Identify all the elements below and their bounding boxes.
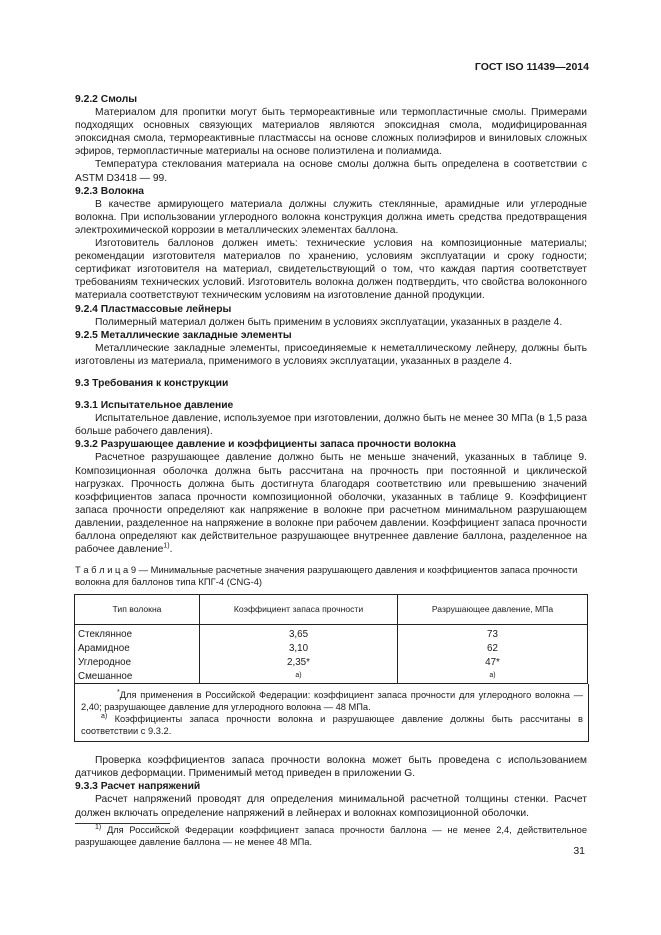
- table-cell: Смешанное: [75, 669, 200, 684]
- footnote: [75, 824, 587, 848]
- table-note-2-mark: а): [101, 713, 108, 721]
- table-caption: Т а б л и ц а 9 — Минимальные расчетные значения разрушающего давления и коэффициентов запаса прочности волокна для баллонов типа КПГ-4 (CNG-4): [75, 564, 578, 588]
- section-9-3-title: 9.3 Требования к конструкции: [75, 377, 229, 389]
- table-note-1-text: Для применения в Российской Федерации: коэффициент запаса прочности для углеродного волокна — 2,40; разрушающее давление для углеродного волокна — 48 МПа.: [81, 690, 583, 713]
- section-9-3-2-title: 9.3.2 Разрушающее давление и коэффициенты запаса прочности волокна: [75, 439, 456, 451]
- table-header-burst-pressure: Разрушающее давление, МПа: [398, 595, 588, 625]
- table-cell: 3,65: [200, 625, 398, 642]
- section-9-2-2-title: 9.2.2 Смолы: [75, 94, 138, 105]
- section-9-3-2-text-end: .: [169, 544, 173, 556]
- table-cell: Стеклянное: [78, 628, 133, 640]
- table-row: [75, 641, 588, 655]
- document-header: ГОСТ ISO 11439—2014: [474, 61, 589, 73]
- section-9-3-3-paragraph-1: Расчет напряжений проводят для определения минимальной расчетной толщины стенки. Расчет должен включать определение напряжений в лейнерах и волокнах композиционной оболочки.: [75, 794, 587, 819]
- table-cell: 2,35*: [200, 655, 398, 669]
- section-9-2-5-paragraph-1: Металлические закладные элементы, присоединяемые к неметаллическому лейнеру, должны быть изготовлены из материала, применимого в условиях эксплуатации, указанных в разделе 4.: [75, 342, 587, 367]
- table-row: [75, 625, 588, 642]
- table-cell: 73: [398, 625, 588, 642]
- section-9-3-2-paragraph-1: [75, 451, 587, 556]
- document-body: [75, 93, 587, 848]
- section-9-2-5-title: 9.2.5 Металлические закладные элементы: [75, 329, 292, 341]
- footnote-reference: 1): [163, 542, 170, 550]
- table-9: [74, 594, 588, 684]
- table-cell: 47*: [398, 655, 588, 669]
- after-table-paragraph: Проверка коэффициентов запаса прочности волокна может быть проведена с использованием датчиков деформации. Применимый метод приведен в приложении G.: [75, 755, 587, 780]
- section-9-2-3-paragraph-2: Изготовитель баллонов должен иметь: технические условия на композиционные материалы; рекомендации изготовителя материалов по хранению, условиям эксплуатации и сроку годности; сертификат изготовителя на материал, свидетельствующий о том, что каждая партия соответствует требованиям технических условий. Изготовитель волокна должен подтвердить, что свойства волоконного материала соответствуют техническим условиям на изготовление данной продукции.: [75, 238, 587, 302]
- footnote-text: Для Российской Федерации коэффициент запаса прочности баллона — не менее 2,4, действительное разрушающее давление баллона — не менее 48 МПа.: [75, 824, 587, 847]
- section-9-3-1-title: 9.3.1 Испытательное давление: [75, 400, 234, 412]
- table-header-fiber-type: Тип волокна: [75, 595, 200, 625]
- table-row: [75, 669, 588, 684]
- table-notes: [74, 684, 589, 742]
- table-row: [75, 655, 588, 669]
- section-9-3-2-text: Расчетное разрушающее давление должно быть не меньше значений, указанных в таблице 9. Композиционная оболочка должна быть рассчитана на прочность при постоянной и циклической нагрузках. Прочность должна быть достигнута благодаря соответствию или превышению значений коэффициентов запаса прочности композиционной оболочки, указанных в таблице 9. Коэффициент запаса прочности определяют как напряжение в волокне при расчетном минимальном разрушающем давлении, разделенное на напряжение в волокне при рабочем давлении. Коэффициент запаса прочности баллона определяют как действительное разрушающее внутреннее давление баллона, разделенное на рабочее давление: [75, 452, 587, 556]
- table-header-safety-factor: Коэффициент запаса прочности: [200, 595, 398, 625]
- section-9-3-1-paragraph-1: Испытательное давление, используемое при изготовлении, должно быть не менее 30 МПа (в 1,5 раза больше рабочего давления).: [75, 413, 587, 438]
- section-9-2-4-paragraph-1: Полимерный материал должен быть применим в условиях эксплуатации, указанных в разделе 4.: [95, 316, 563, 328]
- page-number: 31: [573, 845, 585, 857]
- table-note-1-mark: *: [117, 689, 120, 697]
- footnote-mark: 1): [95, 823, 102, 831]
- table-note-1: [78, 687, 585, 713]
- table-cell: Углеродное: [78, 656, 132, 668]
- table-note-2: [78, 713, 585, 737]
- section-9-2-3-paragraph-1: В качестве армирующего материала должны служить стеклянные, арамидные или углеродные волокна. При использовании углеродного волокна конструкция должна иметь средства предотвращения электрохимической коррозии в металлических элементах баллона.: [75, 198, 587, 236]
- section-9-2-3-title: 9.2.3 Волокна: [75, 185, 145, 197]
- table-cell: 3,10: [200, 641, 398, 655]
- section-9-2-4-title: 9.2.4 Пластмассовые лейнеры: [75, 303, 232, 315]
- section-9-2-2-paragraph-2: Температура стеклования материала на основе смолы должна быть определена в соответствии с ASTM D3418 — 99.: [75, 159, 587, 184]
- table-cell: Арамидное: [78, 642, 130, 654]
- table-cell: 62: [398, 641, 588, 655]
- table-note-2-text: Коэффициенты запаса прочности волокна и разрушающее давление должны быть рассчитаны в соответствии с 9.3.2.: [81, 714, 583, 737]
- table-cell: а): [398, 669, 588, 684]
- section-9-2-2-paragraph-1: Материалом для пропитки могут быть термореактивные или термопластичные смолы. Примерами подходящих основных связующих материалов являются эпоксидная смола, модифицированная эпоксидная смола, термореактивные пластмассы на основе сложных полиэфиров и виниловых сложных эфиров, термопластичные материалы на основе полиэтилена и полиамида.: [75, 107, 587, 158]
- section-9-3-3-title: 9.3.3 Расчет напряжений: [75, 781, 201, 793]
- table-cell: а): [200, 669, 398, 684]
